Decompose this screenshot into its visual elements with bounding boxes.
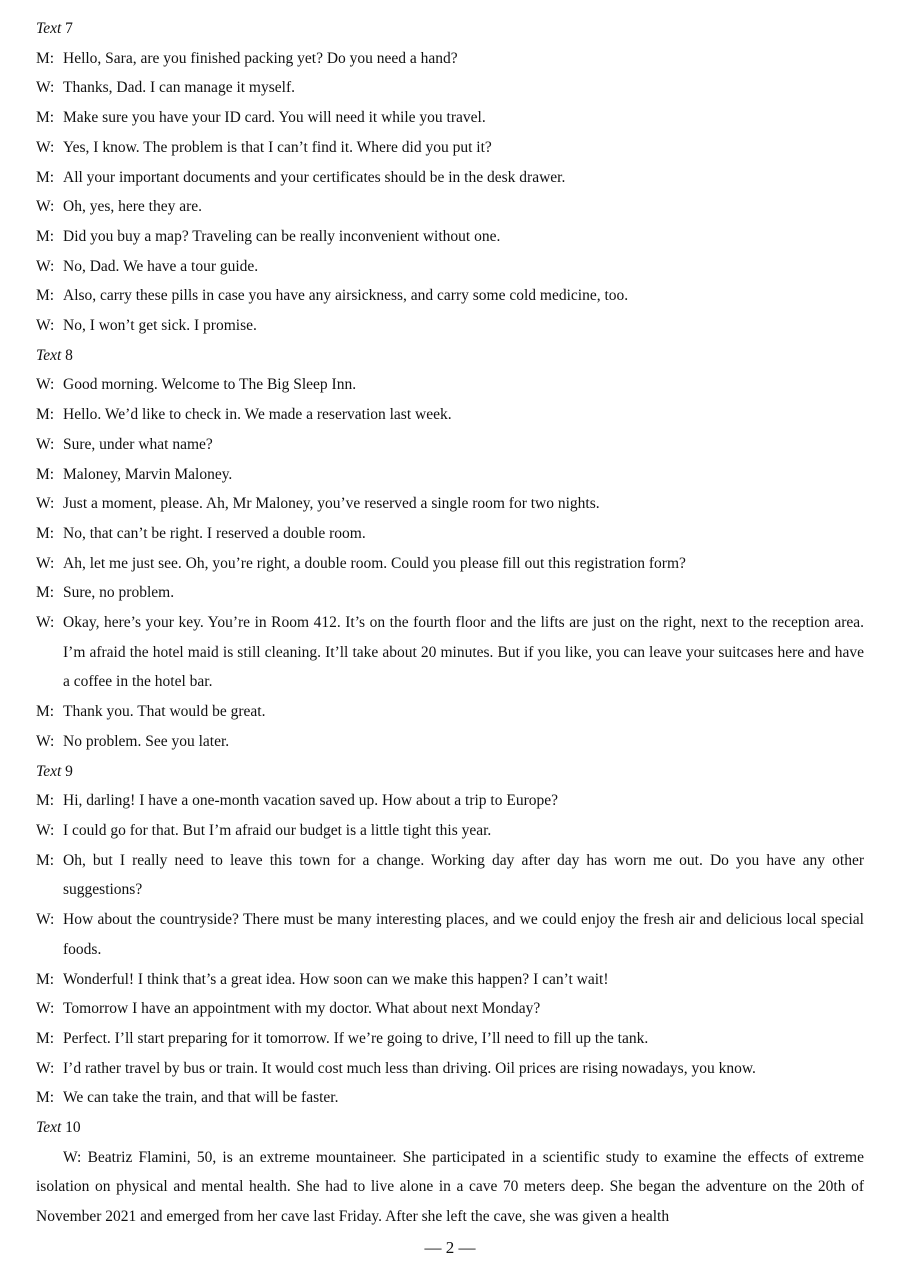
dialogue-line <box>36 816 864 846</box>
dialogue-line <box>36 252 864 282</box>
speaker-label: M: <box>36 109 55 127</box>
text-section <box>36 1113 864 1232</box>
dialogue-line <box>36 489 864 519</box>
section-heading: Text 7 <box>36 20 73 37</box>
transcript-content <box>36 14 864 1232</box>
speaker-label: W: <box>36 1000 55 1018</box>
speaker-label: M: <box>36 168 55 186</box>
speaker-label: M: <box>36 406 55 424</box>
speaker-label: M: <box>36 287 55 305</box>
line-text: Good morning. Welcome to The Big Sleep Inn. <box>63 376 357 394</box>
line-text: I’d rather travel by bus or train. It would cost much less than driving. Oil prices are rising nowadays, you know. <box>63 1059 756 1077</box>
dialogue-line <box>36 1024 864 1054</box>
dialogue-line <box>36 697 864 727</box>
line-text: No, I won’t get sick. I promise. <box>63 317 257 335</box>
text-section <box>36 341 864 757</box>
speaker-label: W: <box>36 317 55 335</box>
line-text: We can take the train, and that will be faster. <box>63 1089 339 1107</box>
dialogue-line <box>36 222 864 252</box>
dialogue-line <box>36 994 864 1024</box>
speaker-label: W: <box>36 198 55 216</box>
page-number: — 2 — <box>424 1238 476 1257</box>
speaker-label: W: <box>36 257 55 275</box>
line-text: Hello. We’d like to check in. We made a reservation last week. <box>63 406 452 424</box>
dialogue-line <box>36 786 864 816</box>
speaker-label: M: <box>36 1029 55 1047</box>
dialogue-line <box>36 103 864 133</box>
line-text: All your important documents and your certificates should be in the desk drawer. <box>63 168 566 186</box>
speaker-label: W: <box>36 821 55 839</box>
dialogue-line <box>36 311 864 341</box>
line-text: Make sure you have your ID card. You will need it while you travel. <box>63 109 486 127</box>
dialogue-line <box>36 727 864 757</box>
dialogue-line <box>36 44 864 74</box>
line-text: Ah, let me just see. Oh, you’re right, a double room. Could you please fill out this registration form? <box>63 554 686 572</box>
speaker-label: M: <box>36 851 55 869</box>
line-text: Wonderful! I think that’s a great idea. How soon can we make this happen? I can’t wait! <box>63 970 609 988</box>
line-text: Okay, here’s your key. You’re in Room 412. It’s on the fourth floor and the lifts are just on the right, next to the reception area. I’m afraid the hotel maid is still cleaning. It’ll take about 20 minutes. But if you like, you can leave your suitcases here and have a coffee in the hotel bar. <box>63 614 864 691</box>
line-text: How about the countryside? There must be many interesting places, and we could enjoy the fresh air and delicious local special foods. <box>63 911 864 958</box>
line-text: Also, carry these pills in case you have any airsickness, and carry some cold medicine, too. <box>63 287 629 305</box>
speaker-label: M: <box>36 465 55 483</box>
dialogue-line <box>36 578 864 608</box>
line-text: Maloney, Marvin Maloney. <box>63 465 233 483</box>
speaker-label: W: <box>36 614 55 632</box>
section-heading: Text 9 <box>36 762 73 780</box>
speaker-label: W: <box>36 732 55 750</box>
speaker-label: W: <box>36 1059 55 1077</box>
dialogue-line <box>36 133 864 163</box>
speaker-label: M: <box>36 970 55 988</box>
speaker-label: W: <box>36 495 55 513</box>
dialogue-line <box>36 1083 864 1113</box>
speaker-label: W: <box>36 435 55 453</box>
speaker-label: W: <box>36 376 55 394</box>
line-text: No, that can’t be right. I reserved a double room. <box>63 524 366 542</box>
text-section <box>36 14 864 341</box>
line-text: Oh, but I really need to leave this town for a change. Working day after day has worn me out. Do you have any other suggestions? <box>63 851 864 899</box>
speaker-label: M: <box>36 584 55 602</box>
monologue-paragraph: W: Beatriz Flamini, 50, is an extreme mountaineer. She participated in a scientific study to examine the effects of extreme isolation on physical and mental health. She had to live alone in a cave 70 meters deep. She began the adventure on the 20th of November 2021 and emerged from her cave last Friday. After she left the cave, she was given a health <box>36 1148 864 1226</box>
speaker-label: M: <box>36 49 55 67</box>
dialogue-line <box>36 905 864 964</box>
speaker-label: M: <box>36 227 55 245</box>
line-text: I could go for that. But I’m afraid our budget is a little tight this year. <box>63 821 492 839</box>
dialogue-line <box>36 965 864 995</box>
speaker-label: M: <box>36 792 55 810</box>
line-text: No, Dad. We have a tour guide. <box>63 257 259 275</box>
line-text: Yes, I know. The problem is that I can’t find it. Where did you put it? <box>63 138 492 156</box>
dialogue-line <box>36 1054 864 1084</box>
line-text: Perfect. I’ll start preparing for it tomorrow. If we’re going to drive, I’ll need to fill up the tank. <box>63 1029 649 1047</box>
line-text: Sure, under what name? <box>63 435 213 453</box>
line-text: Tomorrow I have an appointment with my doctor. What about next Monday? <box>63 1000 541 1018</box>
dialogue-line <box>36 192 864 222</box>
line-text: No problem. See you later. <box>63 732 230 750</box>
line-text: Sure, no problem. <box>63 584 175 602</box>
dialogue-line <box>36 163 864 193</box>
dialogue-line <box>36 608 864 697</box>
speaker-label: W: <box>36 138 55 156</box>
line-text: Just a moment, please. Ah, Mr Maloney, you’ve reserved a single room for two nights. <box>63 495 600 513</box>
line-text: Hi, darling! I have a one-month vacation saved up. How about a trip to Europe? <box>63 792 558 810</box>
line-text: Thank you. That would be great. <box>63 703 266 721</box>
dialogue-line <box>36 460 864 490</box>
line-text: Oh, yes, here they are. <box>63 198 203 216</box>
line-text: Thanks, Dad. I can manage it myself. <box>63 79 295 97</box>
dialogue-line <box>36 370 864 400</box>
dialogue-line <box>36 281 864 311</box>
dialogue-line <box>36 549 864 579</box>
speaker-label: W: <box>36 79 55 97</box>
speaker-label: M: <box>36 703 55 721</box>
line-text: Hello, Sara, are you finished packing yet? Do you need a hand? <box>63 49 458 67</box>
dialogue-line <box>36 846 864 905</box>
section-heading: Text 8 <box>36 346 73 364</box>
speaker-label: W: <box>36 911 55 929</box>
dialogue-line <box>36 430 864 460</box>
dialogue-line <box>36 73 864 103</box>
dialogue-line <box>36 400 864 430</box>
speaker-label: M: <box>36 524 55 542</box>
section-heading: Text 10 <box>36 1119 81 1137</box>
line-text: Did you buy a map? Traveling can be really inconvenient without one. <box>63 227 501 245</box>
text-section <box>36 757 864 1113</box>
speaker-label: W: <box>36 554 55 572</box>
dialogue-line <box>36 519 864 549</box>
speaker-label: M: <box>36 1089 55 1107</box>
